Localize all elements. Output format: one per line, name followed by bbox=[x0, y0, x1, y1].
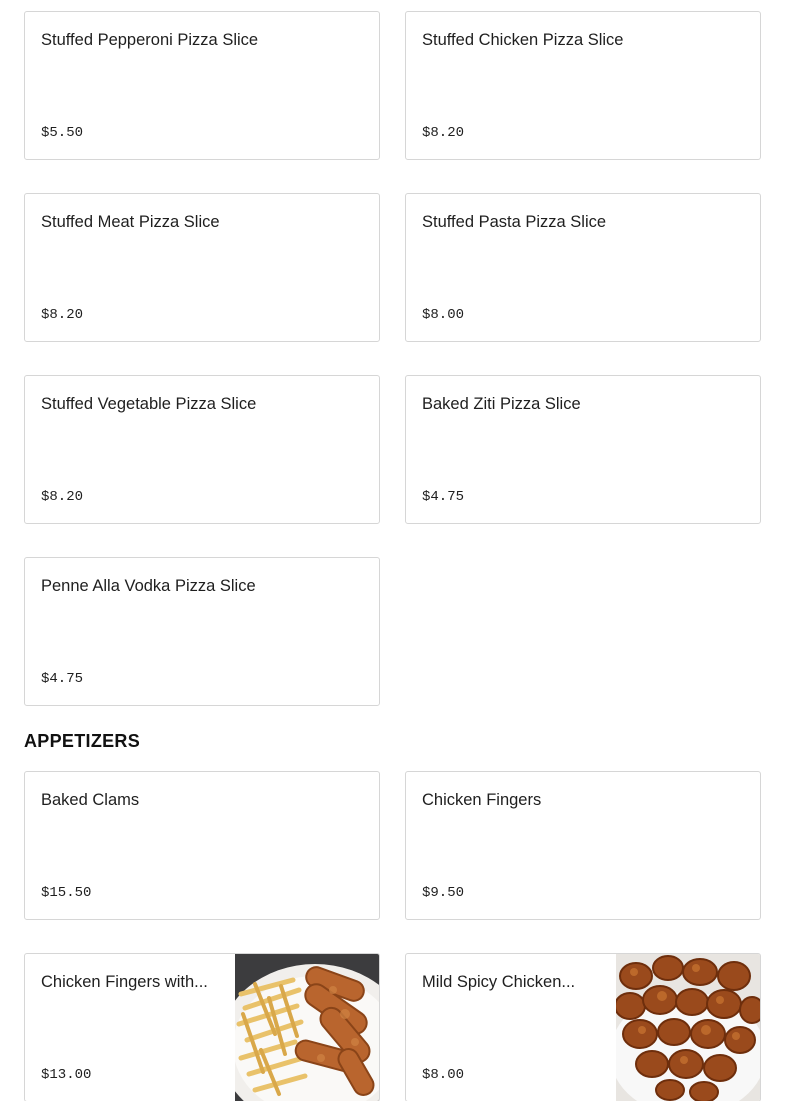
menu-item-name: Stuffed Pepperoni Pizza Slice bbox=[41, 31, 259, 49]
menu-item-card[interactable] bbox=[405, 771, 761, 920]
menu-item-card[interactable] bbox=[24, 953, 380, 1101]
menu-item-card[interactable] bbox=[24, 193, 380, 342]
menu-item-price: $9.50 bbox=[422, 885, 465, 901]
menu-item-card[interactable] bbox=[405, 11, 761, 160]
menu-item-price: $8.20 bbox=[41, 489, 84, 505]
menu-item-name: Stuffed Vegetable Pizza Slice bbox=[41, 395, 257, 413]
menu-item-name: Chicken Fingers bbox=[422, 791, 542, 809]
menu-item-price: $8.20 bbox=[422, 125, 465, 141]
section-title-appetizers: APPETIZERS bbox=[24, 731, 141, 751]
menu-item-name: Stuffed Chicken Pizza Slice bbox=[422, 31, 624, 49]
menu-item-price: $8.20 bbox=[41, 307, 84, 323]
menu-item-price: $5.50 bbox=[41, 125, 84, 141]
menu-item-price: $8.00 bbox=[422, 307, 465, 323]
menu-item-name: Mild Spicy Chicken... bbox=[422, 973, 576, 991]
menu-item-price: $8.00 bbox=[422, 1067, 465, 1083]
menu-item-card[interactable] bbox=[405, 375, 761, 524]
menu-item-card[interactable] bbox=[24, 375, 380, 524]
menu-item-name: Stuffed Pasta Pizza Slice bbox=[422, 213, 607, 231]
menu-item-price: $15.50 bbox=[41, 885, 92, 901]
chicken-fingers-fries-photo bbox=[235, 954, 379, 1101]
menu-item-card[interactable] bbox=[24, 557, 380, 706]
menu-item-price: $13.00 bbox=[41, 1067, 92, 1083]
menu-item-card[interactable] bbox=[405, 953, 761, 1101]
fried-chicken-photo bbox=[616, 954, 760, 1101]
menu-item-price: $4.75 bbox=[41, 671, 84, 687]
menu-item-price: $4.75 bbox=[422, 489, 465, 505]
menu-item-card[interactable] bbox=[24, 11, 380, 160]
menu-item-name: Baked Ziti Pizza Slice bbox=[422, 395, 581, 413]
menu-item-name: Baked Clams bbox=[41, 791, 140, 809]
menu-item-name: Penne Alla Vodka Pizza Slice bbox=[41, 577, 256, 595]
menu-item-card[interactable] bbox=[405, 193, 761, 342]
menu-item-card[interactable] bbox=[24, 771, 380, 920]
menu-item-name: Chicken Fingers with... bbox=[41, 973, 208, 991]
menu-item-name: Stuffed Meat Pizza Slice bbox=[41, 213, 220, 231]
